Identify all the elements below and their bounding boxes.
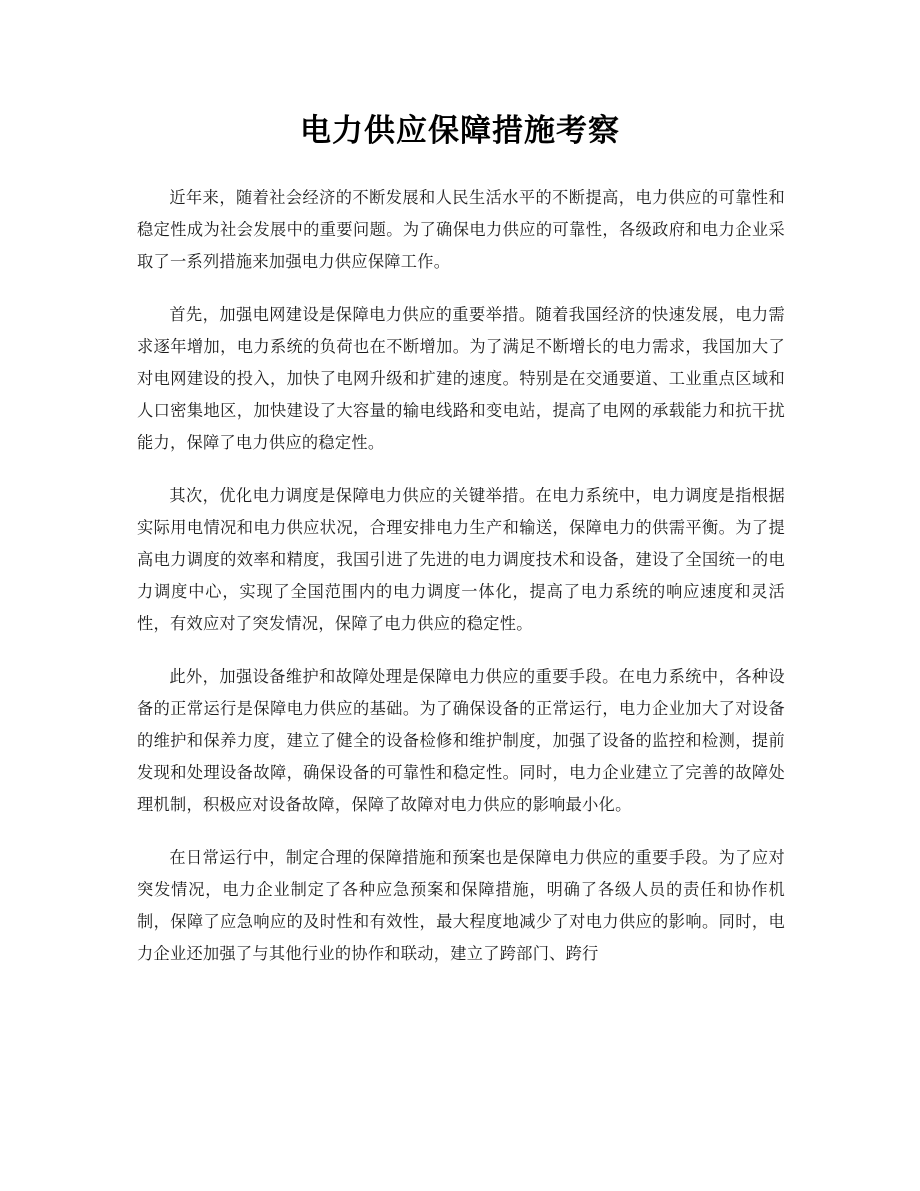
document-body <box>137 182 785 992</box>
paragraph-dispatch-optimization: 其次，优化电力调度是保障电力供应的关键举措。在电力系统中，电力调度是指根据实际用电情况和电力供应状况，合理安排电力生产和输送，保障电力的供需平衡。为了提高电力调度的效率和精度，我国引进了先进的电力调度技术和设备，建设了全国统一的电力调度中心，实现了全国范围内的电力调度一体化，提高了电力系统的响应速度和灵活性，有效应对了突发情况，保障了电力供应的稳定性。 <box>137 486 785 633</box>
paragraph-contingency-plans: 在日常运行中，制定合理的保障措施和预案也是保障电力供应的重要手段。为了应对突发情况，电力企业制定了各种应急预案和保障措施，明确了各级人员的责任和协作机制，保障了应急响应的及时性和有效性，最大程度地减少了对电力供应的影响。同时，电力企业还加强了与其他行业的协作和联动，建立了跨部门、跨行 <box>137 848 785 963</box>
paragraph-equipment-maintenance: 此外，加强设备维护和故障处理是保障电力供应的重要手段。在电力系统中，各种设备的正常运行是保障电力供应的基础。为了确保设备的正常运行，电力企业加大了对设备的维护和保养力度，建立了健全的设备检修和维护制度，加强了设备的监控和检测，提前发现和处理设备故障，确保设备的可靠性和稳定性。同时，电力企业建立了完善的故障处理机制，积极应对设备故障，保障了故障对电力供应的影响最小化。 <box>137 667 785 814</box>
paragraph-grid-construction: 首先，加强电网建设是保障电力供应的重要举措。随着我国经济的快速发展，电力需求逐年增加，电力系统的负荷也在不断增加。为了满足不断增长的电力需求，我国加大了对电网建设的投入，加快了电网升级和扩建的速度。特别是在交通要道、工业重点区域和人口密集地区，加快建设了大容量的输电线路和变电站，提高了电网的承载能力和抗干扰能力，保障了电力供应的稳定性。 <box>137 305 785 452</box>
document-title: 电力供应保障措施考察 <box>300 113 620 149</box>
paragraph-intro: 近年来，随着社会经济的不断发展和人民生活水平的不断提高，电力供应的可靠性和稳定性成为社会发展中的重要问题。为了确保电力供应的可靠性，各级政府和电力企业采取了一系列措施来加强电力供应保障工作。 <box>137 188 785 271</box>
